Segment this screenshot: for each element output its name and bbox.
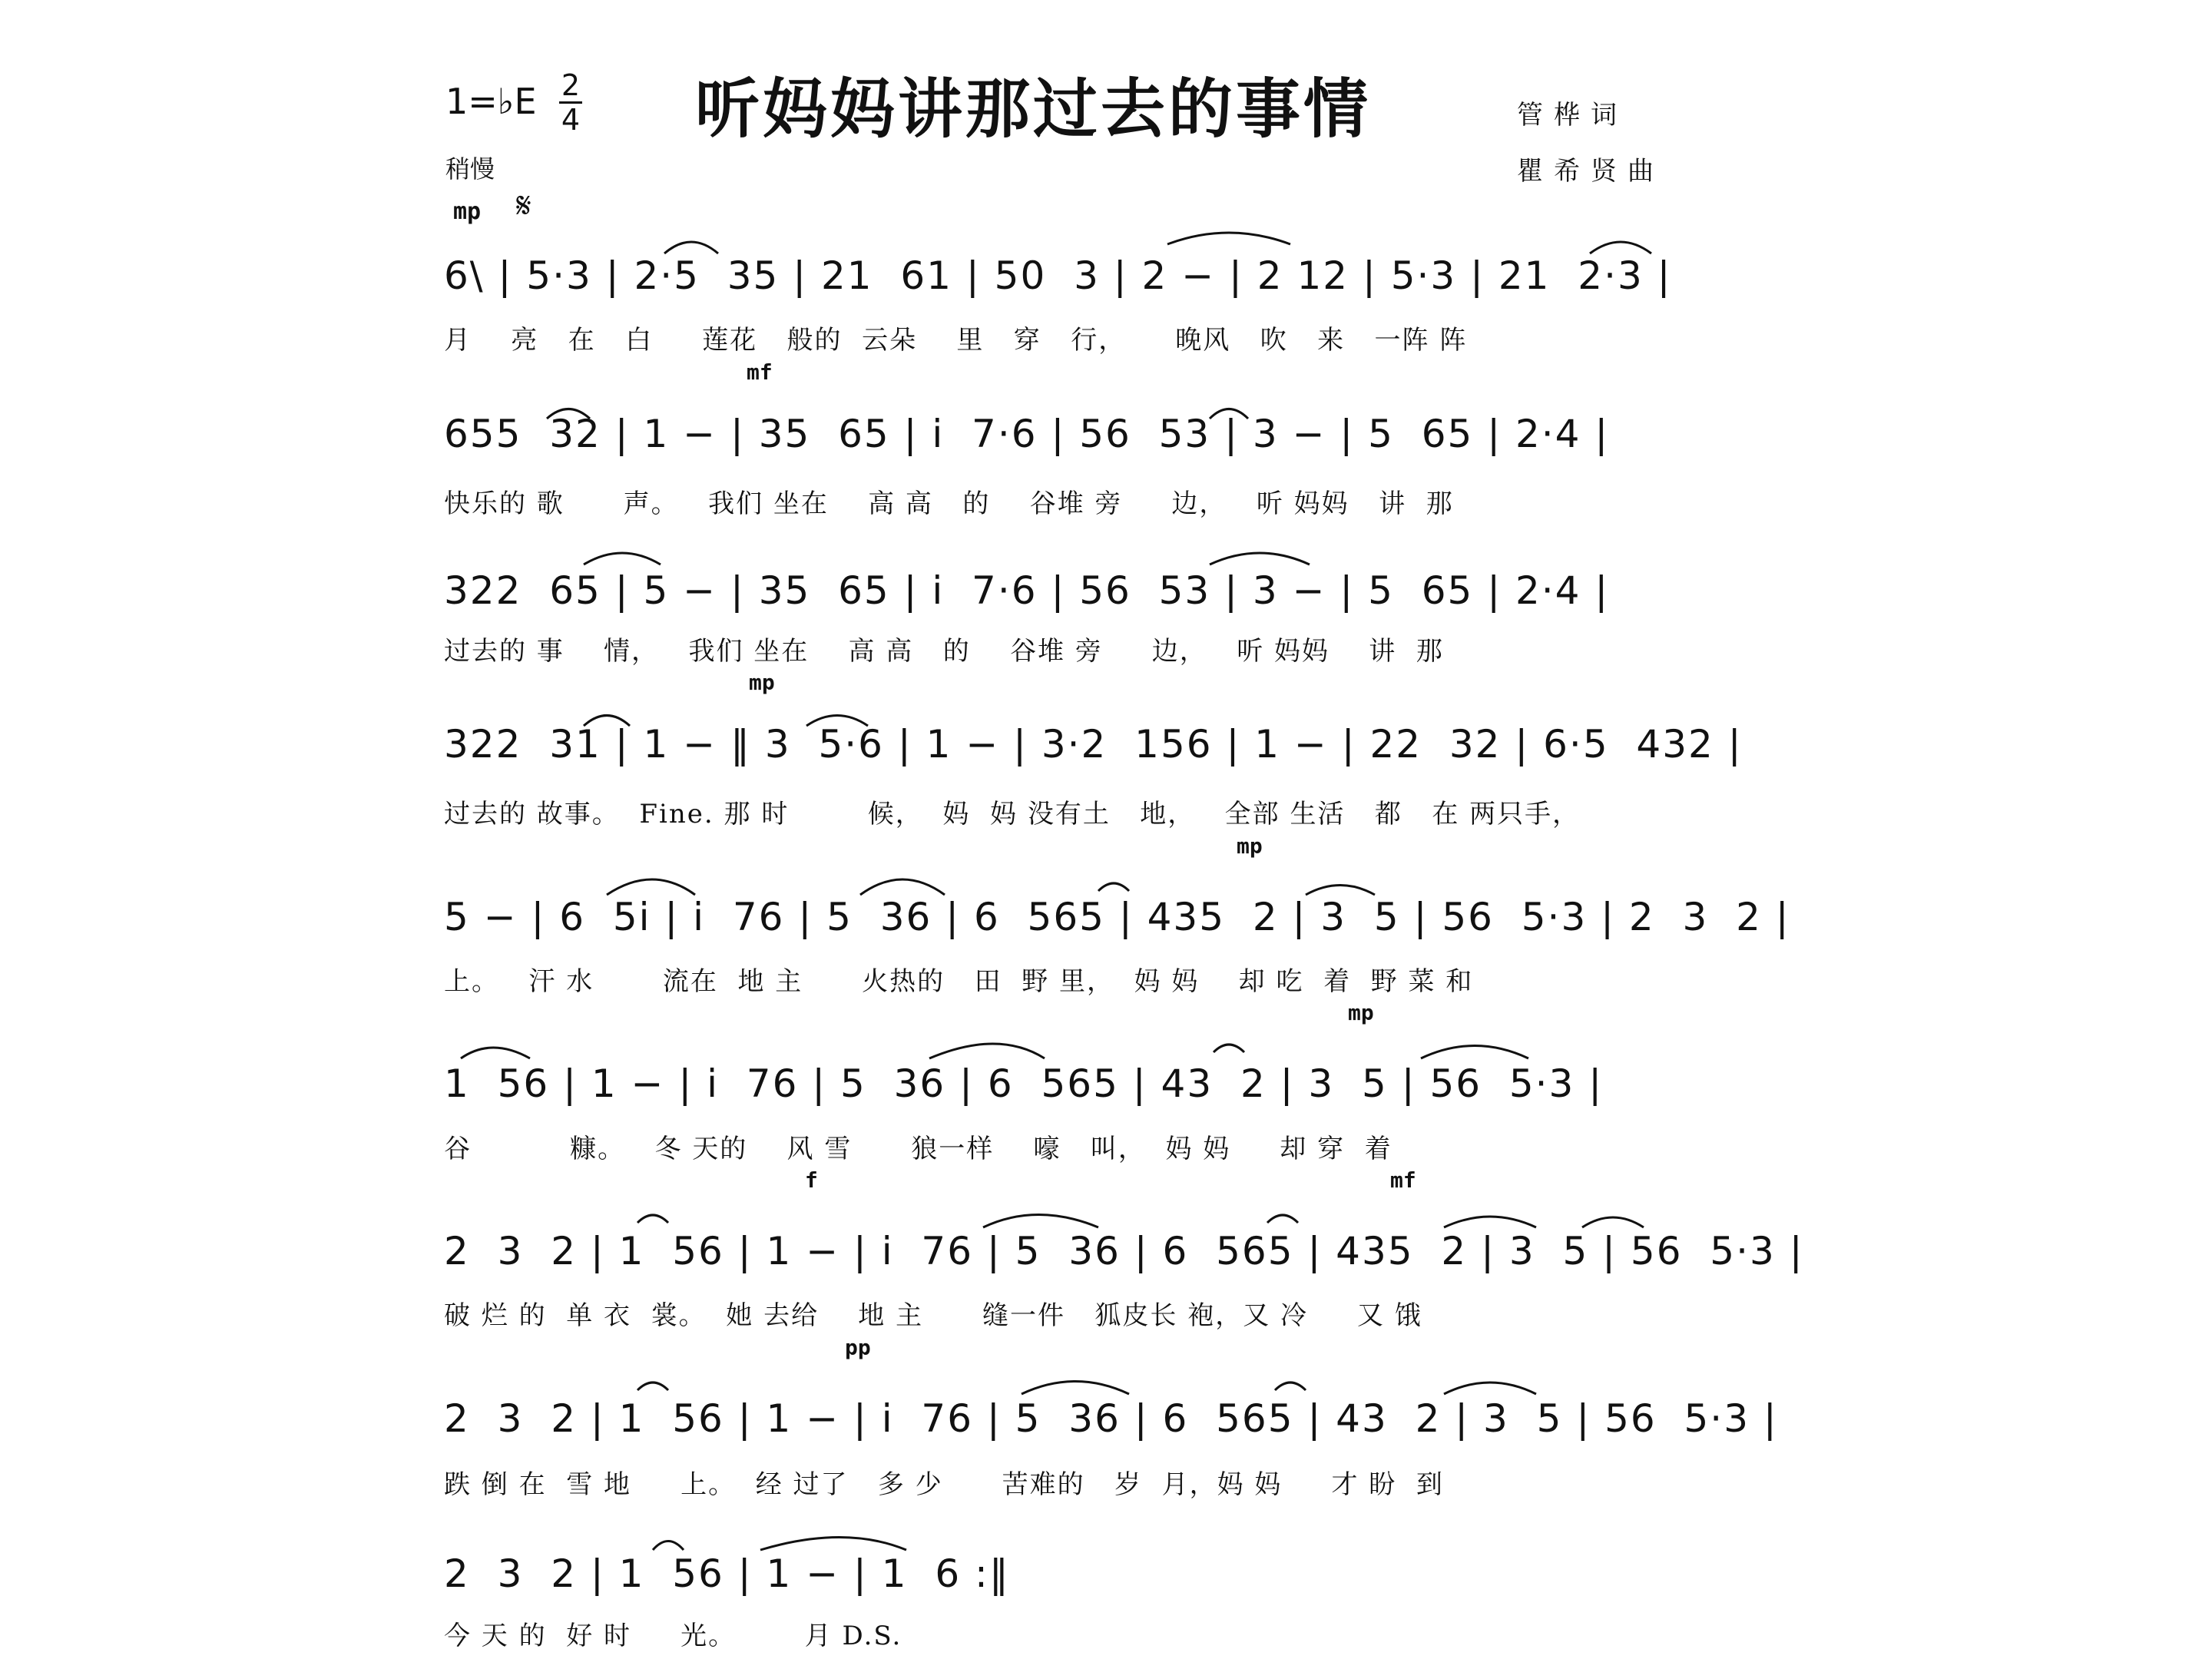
lyrics-line-9: 今 天 的 好 时 光。 月 D.S.: [444, 1621, 902, 1651]
dynamic-mark: mp: [1237, 833, 1263, 859]
time-signature-top: 2: [561, 68, 581, 102]
slur: [983, 1215, 1098, 1228]
slur: [1098, 883, 1129, 891]
slur: [461, 1048, 530, 1058]
slur: [1582, 1217, 1644, 1227]
notation-line-7: 2 3 2 | 1 56 | 1 − | i 76 | 5 36 | 6 565 | 435 2 | 3 5 | 56 5·3 |: [444, 1229, 1804, 1273]
dynamic-mark: pp: [845, 1335, 871, 1360]
slur: [637, 1215, 668, 1223]
slur: [653, 1541, 684, 1551]
segno-sign: 𝄋: [516, 184, 531, 226]
lyrics-line-8: 跌 倒 在 雪 地 上。 经 过了 多 少 苦难的 岁 月，妈 妈 才 盼 到: [444, 1469, 1444, 1500]
dynamic-mark: mf: [747, 359, 773, 385]
tempo-marking: 稍慢: [445, 154, 495, 184]
time-signature: [559, 68, 582, 137]
slur: [664, 242, 718, 253]
slur: [760, 1538, 906, 1551]
lyrics-line-3: 过去的 事 情， 我们 坐在 高 高 的 谷堆 旁 边， 听 妈妈 讲 那: [444, 636, 1444, 667]
slur: [1444, 1217, 1536, 1227]
slur: [607, 879, 695, 895]
dynamic-mark: mp: [749, 670, 775, 695]
lyricist-credit: 管桦词: [1517, 100, 1628, 131]
slur: [1214, 1045, 1244, 1052]
slur: [1167, 233, 1290, 244]
lyrics-line-6: 谷 糠。 冬 天的 风 雪 狼一样 嚎 叫， 妈 妈 却 穿 着: [444, 1134, 1392, 1164]
slur: [584, 553, 661, 565]
notation-line-2: 655 32 | 1 − | 35 65 | i 7·6 | 56 53 | 3 − | 5 65 | 2·4 |: [444, 412, 1610, 456]
dynamic-mark: mf: [1390, 1167, 1416, 1193]
slur: [637, 1382, 668, 1390]
slur: [929, 1044, 1045, 1058]
time-signature-bottom: 4: [561, 103, 581, 137]
notation-line-1: 6\ | 5·3 | 2·5 35 | 21 61 | 50 3 | 2 − | 2 12 | 5·3 | 21 2·3 |: [444, 253, 1672, 298]
notation-line-5: 5 − | 6 5i | i 76 | 5 36 | 6 565 | 435 2 | 3 5 | 56 5·3 | 2 3 2 |: [444, 895, 1790, 939]
slur: [1267, 1215, 1298, 1223]
slur: [1210, 553, 1310, 565]
dynamic-mark: f: [805, 1167, 818, 1193]
lyrics-line-1: 月 亮 在 白 莲花 般的 云朵 里 穿 行， 晚风 吹 来 一阵 阵: [444, 325, 1468, 356]
lyrics-line-2: 快乐的 歌 声。 我们 坐在 高 高 的 谷堆 旁 边， 听 妈妈 讲 那: [444, 488, 1454, 519]
slur: [1590, 242, 1651, 253]
composer-credit: 瞿希贤曲: [1517, 156, 1664, 187]
slur: [860, 879, 945, 895]
notation-line-8: 2 3 2 | 1 56 | 1 − | i 76 | 5 36 | 6 565 | 43 2 | 3 5 | 56 5·3 |: [444, 1396, 1778, 1441]
notation-line-4: 322 31 | 1 − ‖ 3 5·6 | 1 − | 3·2 156 | 1 − | 22 32 | 6·5 432 |: [444, 722, 1743, 767]
slur: [1022, 1382, 1129, 1395]
slur: [1275, 1382, 1306, 1390]
lyrics-line-4: 过去的 故事。 Fine. 那 时 候， 妈 妈 没有土 地， 全部 生活 都 在 两只手，: [444, 799, 1581, 830]
song-title: 听妈妈讲那过去的事情: [695, 71, 1372, 147]
lyrics-line-5: 上。 汗 水 流在 地 主 火热的 田 野 里， 妈 妈 却 吃 着 野 菜 和: [444, 966, 1474, 997]
slur: [1444, 1382, 1536, 1394]
start-dynamic: mp: [453, 198, 482, 225]
notation-line-3: 322 65 | 5 − | 35 65 | i 7·6 | 56 53 | 3 − | 5 65 | 2·4 |: [444, 568, 1610, 613]
key-signature: 1=♭E: [445, 81, 537, 122]
notation-line-9: 2 3 2 | 1 56 | 1 − | 1 6 :‖: [444, 1551, 1010, 1596]
lyrics-line-7: 破 烂 的 单 衣 裳。 她 去给 地 主 缝一件 狐皮长 袍，又 冷 又 饿: [444, 1300, 1422, 1331]
dynamic-mark: mp: [1348, 1000, 1374, 1025]
slur: [1421, 1046, 1528, 1059]
notation-line-6: 1 56 | 1 − | i 76 | 5 36 | 6 565 | 43 2 | 3 5 | 56 5·3 |: [444, 1061, 1604, 1106]
slur: [1306, 886, 1375, 896]
